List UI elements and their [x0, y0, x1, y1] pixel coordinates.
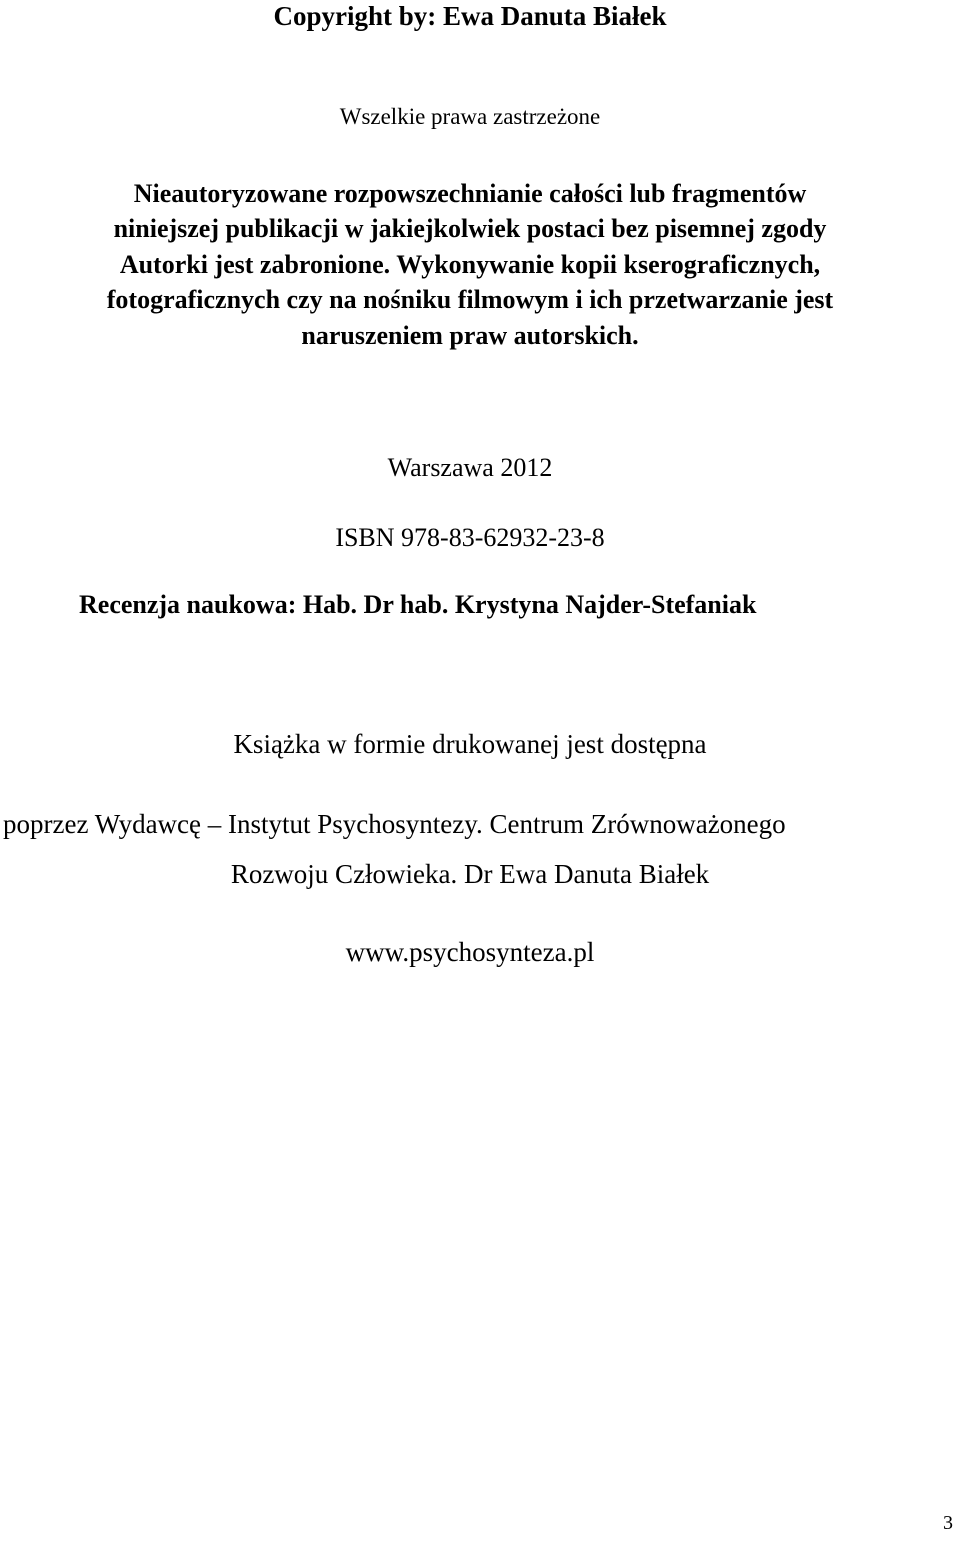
copyright-notice	[0, 176, 940, 353]
rights-reserved-text: Wszelkie prawa zastrzeżone	[339, 104, 601, 129]
availability-text: Książka w formie drukowanej jest dostępna	[233, 729, 707, 759]
notice-line: fotograficznych czy na nośniku filmowym i ich przetwarzanie jest	[106, 285, 834, 315]
page-number: 3	[943, 1512, 953, 1534]
notice-line: niniejszej publikacji w jakiejkolwiek postaci bez pisemnej zgody	[113, 214, 827, 244]
scientific-review: Recenzja naukowa: Hab. Dr hab. Krystyna Najder-Stefaniak	[79, 590, 757, 619]
notice-line: Autorki jest zabronione. Wykonywanie kopii kserograficznych,	[119, 249, 821, 279]
notice-line: naruszeniem praw autorskich.	[301, 320, 639, 350]
publisher-line-2: Rozwoju Człowieka. Dr Ewa Danuta Białek	[230, 859, 710, 889]
copyright-heading: Copyright by: Ewa Danuta Białek	[273, 1, 667, 31]
website-link[interactable]: www.psychosynteza.pl	[345, 937, 595, 967]
isbn-number: ISBN 978-83-62932-23-8	[335, 523, 605, 552]
publication-place-year: Warszawa 2012	[387, 453, 553, 482]
publisher-line-1: poprzez Wydawcę – Instytut Psychosyntezy. Centrum Zrównoważonego	[3, 809, 786, 839]
notice-line: Nieautoryzowane rozpowszechnianie całości lub fragmentów	[133, 179, 807, 208]
